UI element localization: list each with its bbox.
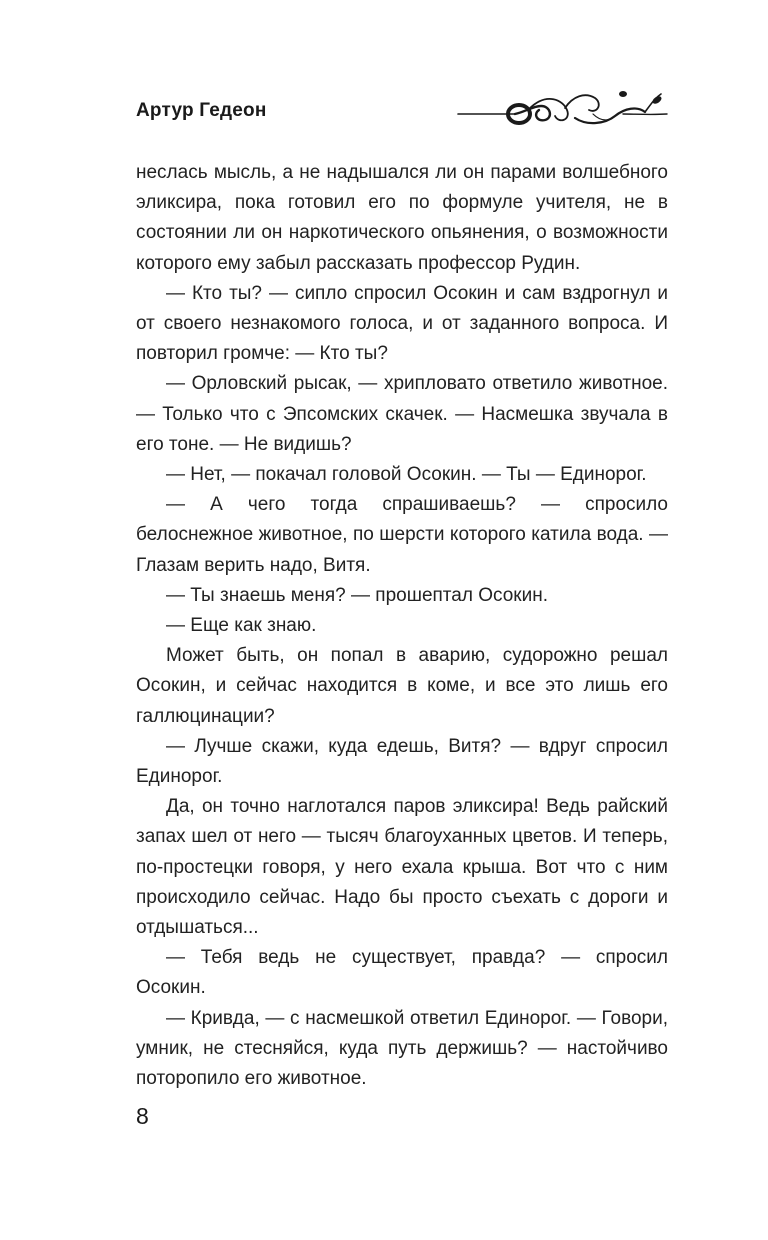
running-header-author: Артур Гедеон xyxy=(136,100,267,121)
swirl-ornament-icon xyxy=(455,78,670,133)
paragraph: — Тебя ведь не существует, правда? — спросил Осокин. xyxy=(136,947,668,999)
paragraph: — Кривда, — с насмешкой ответил Единорог. — Говори, умник, не стесняйся, куда путь держишь? — настойчиво поторопило его животное. xyxy=(136,1007,668,1090)
book-text xyxy=(136,158,668,1094)
paragraph: Да, он точно наглотался паров эликсира! Ведь райский запах шел от него — тысяч благоуханных цветов. И теперь, по-простецки говоря, у него ехала крыша. Вот что с ним происходило сейчас. Надо бы просто съехать с дороги и отдышаться... xyxy=(136,796,668,939)
paragraph: — Ты знаешь меня? — прошептал Осокин. xyxy=(166,584,548,606)
paragraph: неслась мысль, а не надышался ли он парами волшебного эликсира, пока готовил его по формуле учителя, не в состоянии ли он наркотического опьянения, о возможности которого ему забыл рассказать профессор Рудин. xyxy=(136,162,668,274)
paragraph: — Кто ты? — сипло спросил Осокин и сам вздрогнул и от своего незнакомого голоса, и от заданного вопроса. И повторил громче: — Кто ты? xyxy=(136,282,668,365)
paragraph: — А чего тогда спрашиваешь? — спросило белоснежное животное, по шерсти которого катила вода. — Глазам верить надо, Витя. xyxy=(136,494,668,576)
paragraph: — Еще как знаю. xyxy=(166,615,317,637)
paragraph: — Орловский рысак, — хрипловато ответило животное. — Только что с Эпсомских скачек. — Насмешка звучала в его тоне. — Не видишь? xyxy=(136,373,668,455)
paragraph: — Нет, — покачал головой Осокин. — Ты — Единорог. xyxy=(166,464,647,486)
paragraph: Может быть, он попал в аварию, судорожно решал Осокин, и сейчас находится в коме, и все это лишь его галлюцинации? xyxy=(136,645,668,727)
paragraph: — Лучше скажи, куда едешь, Витя? — вдруг спросил Единорог. xyxy=(136,735,668,788)
page-number: 8 xyxy=(136,1103,149,1129)
